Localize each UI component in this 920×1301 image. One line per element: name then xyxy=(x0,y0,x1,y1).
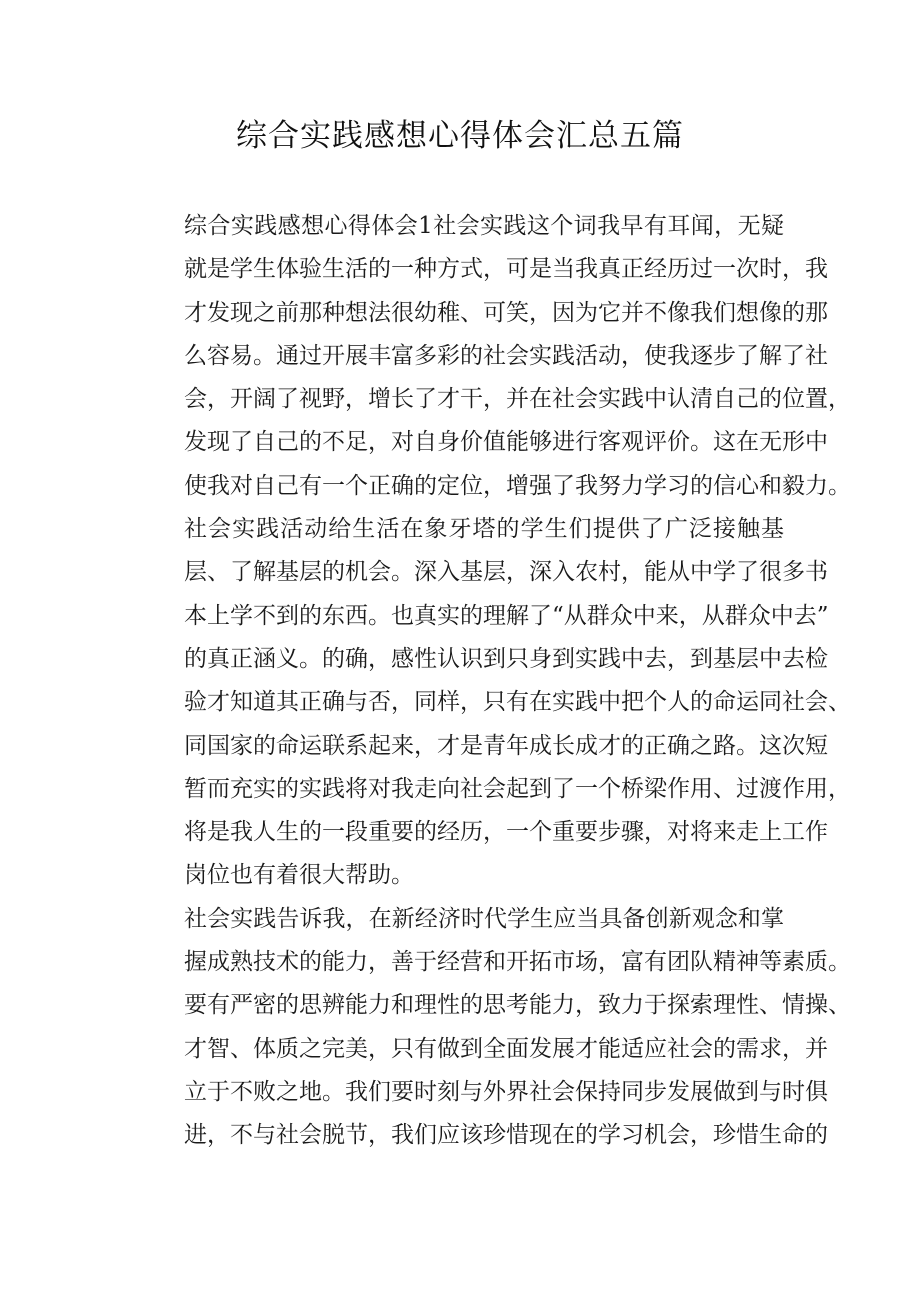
text-line: 发现了自己的不足，对自身价值能够进行客观评价。这在无形中 xyxy=(184,429,828,456)
text-line: 才智、体质之完美，只有做到全面发展才能适应社会的需求，并 xyxy=(184,1035,828,1062)
text-line: 社会实践活动给生活在象牙塔的学生们提供了广泛接触基 xyxy=(184,516,784,543)
document-body xyxy=(138,205,851,1158)
text-line: 岗位也有着很大帮助。 xyxy=(184,862,414,889)
text-line: 立于不败之地。我们要时刻与外界社会保持同步发展做到与时俱 xyxy=(184,1078,828,1105)
text-line: 暂而充实的实践将对我走向社会起到了一个桥梁作用、过渡作用， xyxy=(184,775,851,802)
paragraph-3 xyxy=(138,898,851,1158)
text-line: 么容易。通过开展丰富多彩的社会实践活动，使我逐步了解了社 xyxy=(184,342,828,369)
text-line: 社会实践告诉我，在新经济时代学生应当具备创新观念和掌 xyxy=(184,905,784,932)
text-line: 要有严密的思辨能力和理性的思考能力，致力于探索理性、情操、 xyxy=(184,992,851,1019)
text-line: 就是学生体验生活的一种方式，可是当我真正经历过一次时，我 xyxy=(184,256,828,283)
text-line: 使我对自己有一个正确的定位，增强了我努力学习的信心和毅力。 xyxy=(184,472,851,499)
paragraph-1 xyxy=(138,205,851,508)
text-line: 本上学不到的东西。也真实的理解了“从群众中来，从群众中去” xyxy=(184,602,829,629)
paragraph-2 xyxy=(138,508,851,898)
document-title: 综合实践感想心得体会汇总五篇 xyxy=(236,118,684,154)
text-line: 验才知道其正确与否，同样，只有在实践中把个人的命运同社会、 xyxy=(184,689,851,716)
text-line: 握成熟技术的能力，善于经营和开拓市场，富有团队精神等素质。 xyxy=(184,949,851,976)
text-line: 会，开阔了视野，增长了才干，并在社会实践中认清自己的位置， xyxy=(184,386,851,413)
text-line: 综合实践感想心得体会1社会实践这个词我早有耳闻，无疑 xyxy=(184,213,784,239)
text-line: 进，不与社会脱节，我们应该珍惜现在的学习机会，珍惜生命的 xyxy=(184,1122,828,1149)
text-line: 同国家的命运联系起来，才是青年成长成才的正确之路。这次短 xyxy=(184,732,828,759)
text-line: 的真正涵义。的确，感性认识到只身到实践中去，到基层中去检 xyxy=(184,645,828,672)
text-line: 才发现之前那种想法很幼稚、可笑，因为它并不像我们想像的那 xyxy=(184,299,828,326)
text-line: 层、了解基层的机会。深入基层，深入农村，能从中学了很多书 xyxy=(184,559,828,586)
text-line: 将是我人生的一段重要的经历，一个重要步骤，对将来走上工作 xyxy=(184,819,828,846)
